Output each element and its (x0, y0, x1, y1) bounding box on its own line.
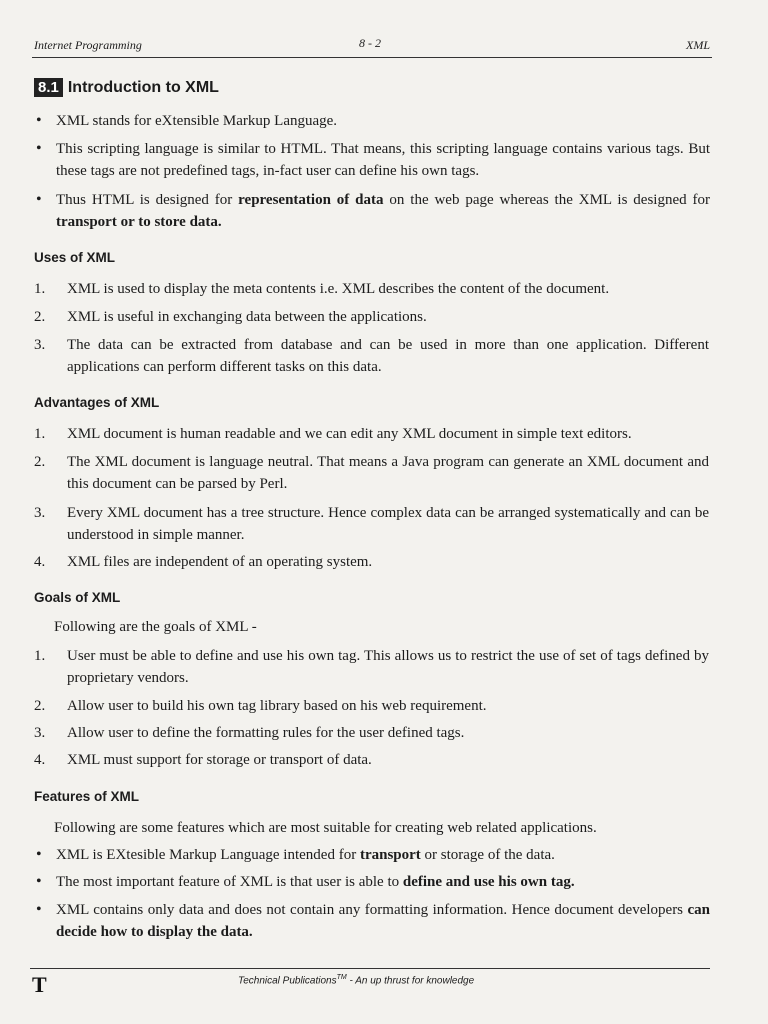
publisher-logo-icon: T (32, 972, 47, 997)
bullet-icon: • (36, 112, 42, 129)
bullet-icon: • (36, 873, 42, 890)
features-intro: Following are some features which are most suitable for creating web related applications. (54, 820, 597, 836)
uses-heading: Uses of XML (34, 250, 116, 265)
section-title: Introduction to XML (67, 79, 219, 96)
header-book-title: Internet Programming (34, 38, 142, 52)
bullet-icon: • (36, 846, 42, 863)
header-chapter: XML (686, 38, 710, 52)
running-header (34, 36, 710, 56)
bullet-icon: • (36, 191, 42, 208)
section-number: 8.1 (34, 78, 63, 97)
section-heading (34, 78, 219, 97)
footer-text: Technical Publications™ - An up thrust for knowledge (238, 974, 475, 987)
features-heading: Features of XML (34, 789, 140, 804)
footer-rule (30, 968, 710, 969)
bullet-icon: • (36, 901, 42, 918)
header-rule (32, 57, 712, 58)
goals-intro: Following are the goals of XML - (54, 619, 257, 635)
advantages-heading: Advantages of XML (34, 395, 160, 410)
goals-heading: Goals of XML (34, 590, 121, 605)
document-page: Internet Programming 8 - 2 XML 8.1 Introduction to XML • XML stands for eXtensible Markup Language. • This scripting language is similar to HTML. That means, this scripting language contains various tags. But these tags are not predefined tags, in-fact user can define his own tags. • Thus HTML is designed for representation of data on the web page whereas the XML is designed for transport or to store data. Uses of XML 1. XML is used to display the meta contents i.e. XML describes the content of the document. 2. XML is useful in exchanging data between the applications. 3. The data can be extracted from database and can be used in more than one application. Different applications can perform different tasks on this data. Advantages of XML 1. XML document is human readable and we can edit any XML document in simple text editors. 2. The XML document is language neutral. That means a Java program can generate an XML document and this document can be parsed by Perl. 3. Every XML document has a tree structure. Hence complex data can be arranged systematically and can be understood in simple manner. 4. XML files are independent of an operating system. Goals of XML Following are the goals of XML - 1. User must be able to define and use his own tag. This allows us to restrict the use of set of tags defined by proprietary vendors. 2. Allow user to build his own tag library based on his web requirement. 3. Allow user to define the formatting rules for the user defined tags. 4. XML must support for storage or transport of data. Features of XML Following are some features which are most suitable for creating web related applications. • XML is EXtesible Markup Language intended for transport or storage of the data. • The most important feature of XML is that user is able to define and use his own tag. • XML contains only data and does not contain any formatting information. Hence document developers can decide how to display the data. T Technical Publications™ - An up thrust for knowledge (32, 36, 710, 997)
header-page-number: 8 - 2 (359, 36, 381, 50)
bullet-icon: • (36, 140, 42, 157)
